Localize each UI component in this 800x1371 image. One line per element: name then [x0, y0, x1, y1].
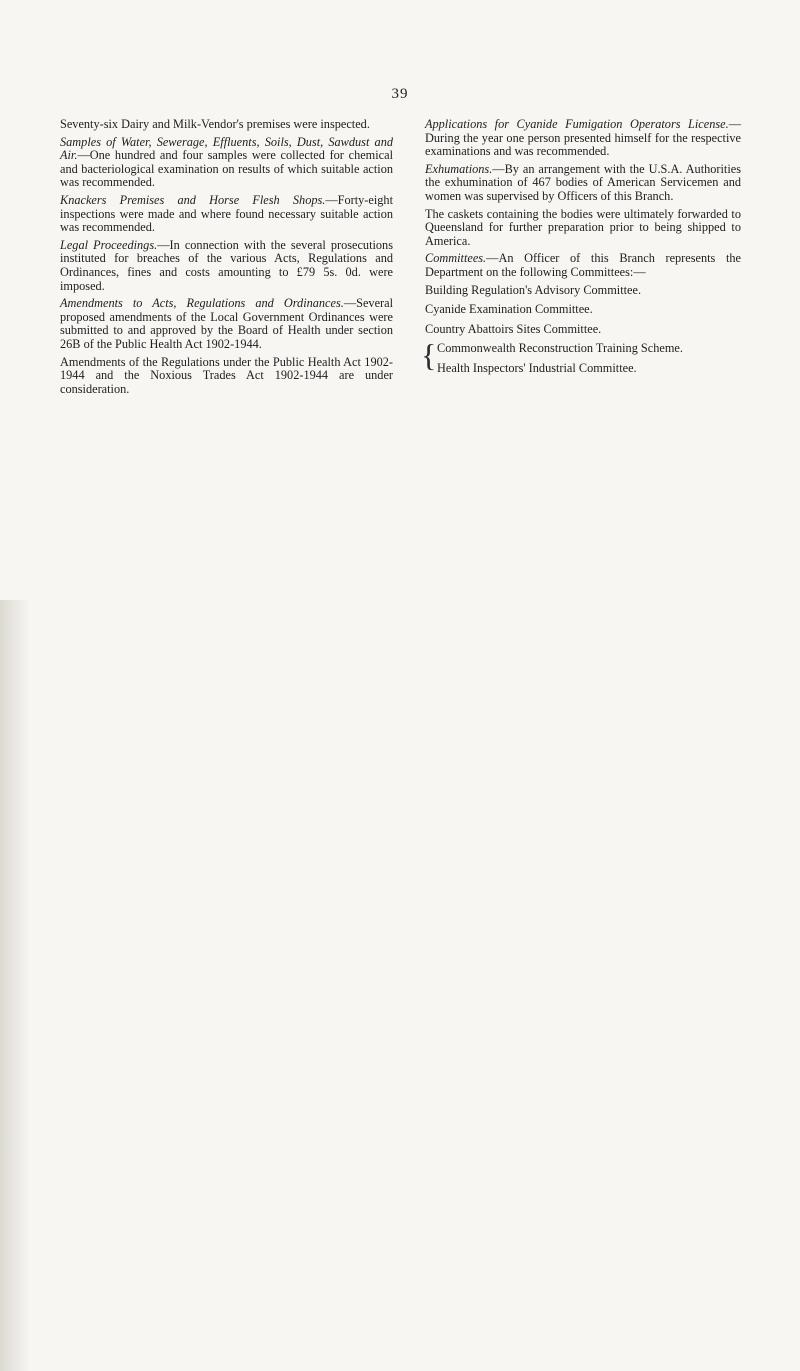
bracketed-committee-group: [421, 337, 741, 375]
left-column: [60, 118, 393, 400]
paragraph-knackers: [60, 194, 393, 235]
paragraph-amendments: [60, 297, 393, 351]
section-heading: Samples of Water, Sewerage, Effluents, Soils, Dust, Sawdust and Air.: [60, 134, 393, 163]
paragraph-dairy-inspections: [60, 118, 393, 132]
section-heading: Applications for Cyanide Fumigation Operators License.: [425, 117, 729, 131]
paragraph-text: —One hundred and four samples were collected for chemical and bacteriological examination on results of which suitable action was recommended.: [60, 148, 393, 190]
paragraph-cyanide-license: [425, 118, 741, 159]
section-heading: Exhumations.: [425, 161, 493, 176]
right-column: [421, 117, 741, 382]
paragraph-text: Amendments of the Regulations under the Public Health Act 1902-1944 and the Noxious Trades Act 1902-1944 are under consideration.: [60, 354, 393, 396]
paragraph-committees: [425, 252, 741, 279]
paragraph-text: Seventy-six Dairy and Milk-Vendor's premises were inspected.: [60, 117, 370, 131]
committee-item: Cyanide Examination Committee.: [425, 302, 593, 317]
paragraph-regulations: [60, 356, 393, 397]
curly-brace-glyph: {: [421, 337, 437, 374]
paragraph-legal-proceedings: [60, 239, 393, 293]
paragraph-caskets: [425, 208, 741, 249]
paragraph-text: The caskets containing the bodies were ultimately forwarded to Queensland for further preparation prior to being shipped to America.: [425, 206, 741, 248]
section-heading: Committees.: [425, 251, 487, 266]
page-edge-shadow: [0, 600, 30, 1371]
paragraph-text: —Several proposed amendments of the Local Government Ordinances were submitted to and approved by the Board of Health under section 26B of the Public Health Act 1902-1944.: [60, 296, 393, 351]
paragraph-exhumations: [425, 163, 741, 204]
section-heading: Knackers Premises and Horse Flesh Shops.: [60, 192, 326, 207]
committee-item: Building Regulation's Advisory Committee.: [425, 282, 642, 297]
section-heading: Legal Proceedings.: [60, 237, 158, 252]
page-number: 39: [391, 86, 409, 102]
paragraph-text: —During the year one person presented himself for the respective examinations and was recommended.: [425, 117, 741, 159]
committee-item: Commonwealth Reconstruction Training Scheme.: [437, 341, 683, 356]
committee-list: [425, 284, 741, 337]
paragraph-text: —In connection with the several prosecutions instituted for breaches of the various Acts, Regulations and Ordinances, fines and costs amounting to £79 5s. 0d. were imposed.: [60, 237, 393, 293]
paragraph-samples: [60, 136, 393, 190]
paragraph-text: —Forty-eight inspections were made and where found necessary suitable action was recommended.: [60, 192, 393, 235]
committee-item: Country Abattoirs Sites Committee.: [425, 321, 602, 336]
committee-item: Health Inspectors' Industrial Committee.: [437, 360, 637, 375]
paragraph-text: —By an arrangement with the U.S.A. Authorities the exhumination of 467 bodies of American Servicemen and women was supervised by Officers of this Branch.: [425, 161, 741, 203]
section-heading: Amendments to Acts, Regulations and Ordinances.: [60, 296, 344, 311]
paragraph-text: —An Officer of this Branch represents the Department on the following Committees:—: [425, 251, 741, 279]
